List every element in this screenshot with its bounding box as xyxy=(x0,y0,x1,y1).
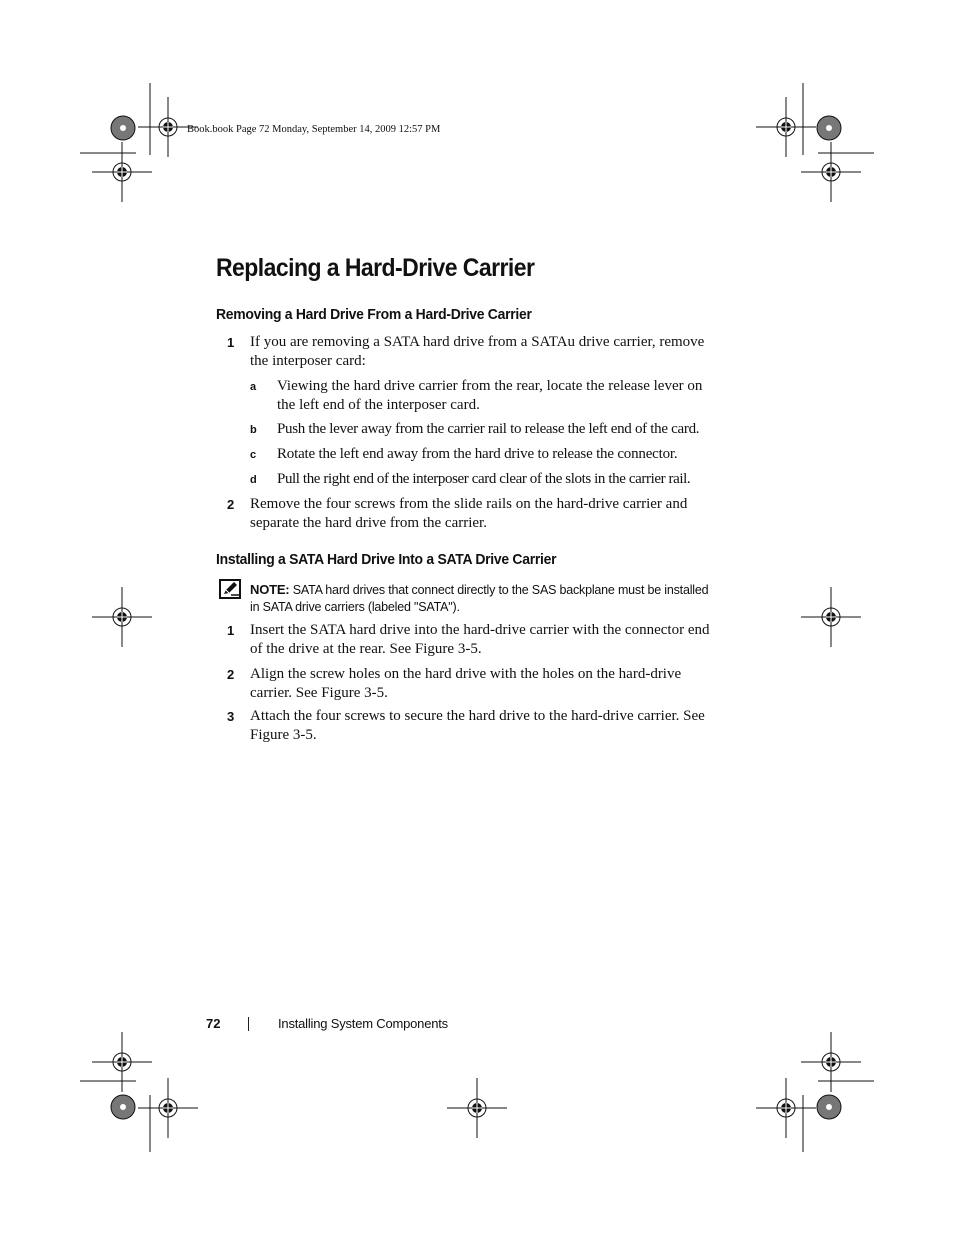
note-text: SATA hard drives that connect directly to the SAS backplane must be installed in SATA drive carriers (labeled "SATA"). xyxy=(250,583,709,614)
note-pencil-icon xyxy=(219,579,241,599)
substep-text: Pull the right end of the interposer card clear of the slots in the carrier rail. xyxy=(277,471,691,487)
step-text: Remove the four screws from the slide rails on the hard-drive carrier and separate the hard drive from the carrier. xyxy=(250,496,688,531)
step-text: Insert the SATA hard drive into the hard-drive carrier with the connector end of the drive at the rear. See Figure 3-5. xyxy=(250,622,710,657)
step-number: 1 xyxy=(227,623,235,638)
step-number: 1 xyxy=(227,335,235,350)
substep-text: Rotate the left end away from the hard drive to release the connector. xyxy=(277,446,678,462)
substep-text: Viewing the hard drive carrier from the rear, locate the release lever on the left end of the interposer card. xyxy=(277,378,703,413)
step-text: Align the screw holes on the hard drive with the holes on the hard-drive carrier. See Figure 3-5. xyxy=(250,666,682,701)
footer-divider xyxy=(248,1017,249,1031)
section-heading-installing: Installing a SATA Hard Drive Into a SATA Drive Carrier xyxy=(216,551,557,568)
step-text: If you are removing a SATA hard drive from a SATAu drive carrier, remove the interposer card: xyxy=(250,334,705,369)
footer-section-name: Installing System Components xyxy=(278,1016,448,1031)
substep-letter: c xyxy=(250,449,257,461)
note-box xyxy=(250,581,720,616)
section-heading-removing: Removing a Hard Drive From a Hard-Drive Carrier xyxy=(216,306,532,323)
substep-letter: b xyxy=(250,424,257,436)
note-label: NOTE: xyxy=(250,582,290,597)
page-title: Replacing a Hard-Drive Carrier xyxy=(216,254,535,282)
step-number: 3 xyxy=(227,709,235,724)
substep-letter: a xyxy=(250,381,257,393)
step-number: 2 xyxy=(227,667,235,682)
page-number: 72 xyxy=(206,1016,221,1031)
step-text: Attach the four screws to secure the hard drive to the hard-drive carrier. See Figure 3-5. xyxy=(250,708,705,743)
step-number: 2 xyxy=(227,497,235,512)
substep-letter: d xyxy=(250,474,257,486)
print-header: Book.book Page 72 Monday, September 14, 2009 12:57 PM xyxy=(187,124,441,135)
substep-text: Push the lever away from the carrier rail to release the left end of the card. xyxy=(277,421,700,437)
